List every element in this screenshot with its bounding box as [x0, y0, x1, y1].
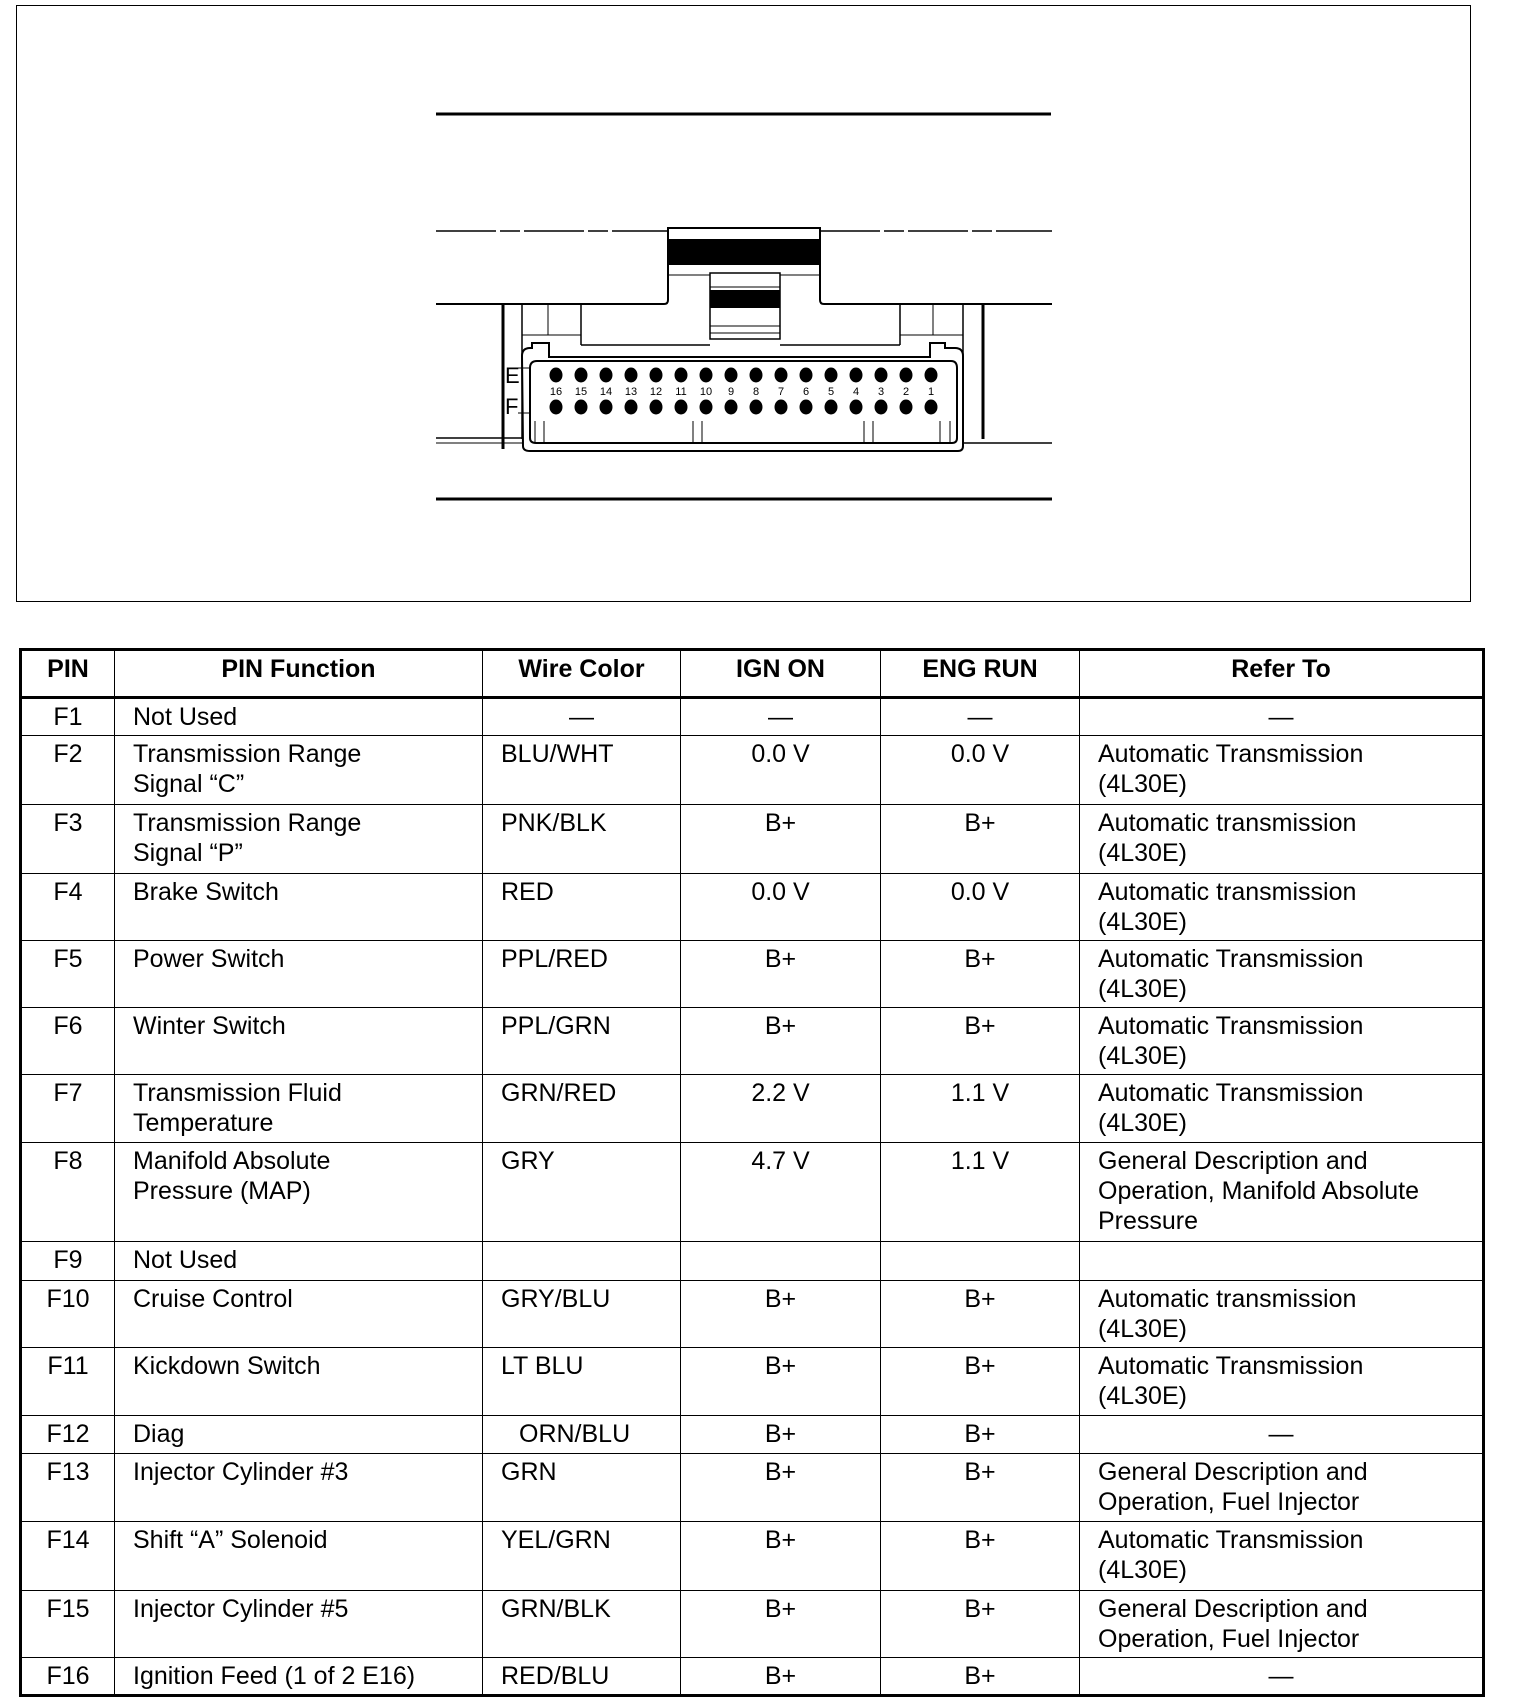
header-refer-to: Refer To [1080, 650, 1484, 698]
table-row [21, 941, 1484, 1008]
function-cell [115, 1075, 483, 1143]
function-line: Diag [133, 1420, 185, 1448]
refer-line: General Description and [1098, 1458, 1368, 1486]
ign-on-cell [681, 1242, 881, 1281]
header-eng-run: ENG RUN [881, 650, 1080, 698]
refer-line: — [1268, 1420, 1294, 1448]
pin-number: 4 [852, 386, 860, 398]
refer-to-cell [1080, 1008, 1484, 1075]
table-row [21, 1591, 1484, 1658]
wire-color-cell: RED/BLU [483, 1658, 681, 1696]
function-cell [115, 1416, 483, 1454]
wire-color-cell: GRN [483, 1454, 681, 1522]
function-cell [115, 1348, 483, 1416]
refer-line: (4L30E) [1098, 1556, 1187, 1584]
pin-number: 14 [599, 386, 613, 398]
pin-cell: F2 [21, 736, 115, 805]
header-function: PIN Function [115, 650, 483, 698]
table-row [21, 874, 1484, 941]
wire-color-cell: GRY [483, 1143, 681, 1242]
refer-line: Automatic transmission [1098, 809, 1357, 837]
eng-run-cell: B+ [881, 1658, 1080, 1696]
function-cell [115, 1008, 483, 1075]
ign-on-cell: 0.0 V [681, 736, 881, 805]
table-row [21, 1522, 1484, 1591]
function-line: Transmission Range [133, 809, 362, 837]
pin-table [19, 648, 1485, 1697]
refer-line: Automatic Transmission [1098, 945, 1364, 973]
function-cell [115, 874, 483, 941]
refer-to-cell [1080, 1522, 1484, 1591]
refer-line: (4L30E) [1098, 1109, 1187, 1137]
pin-cell: F14 [21, 1522, 115, 1591]
ign-on-cell: B+ [681, 1658, 881, 1696]
function-line: Temperature [133, 1109, 274, 1137]
wire-color-cell: YEL/GRN [483, 1522, 681, 1591]
refer-line: (4L30E) [1098, 1042, 1187, 1070]
refer-line: — [1268, 1662, 1294, 1690]
function-line: Cruise Control [133, 1285, 293, 1313]
row-label-e: E [505, 363, 520, 388]
wire-color-cell: RED [483, 874, 681, 941]
eng-run-cell: 1.1 V [881, 1143, 1080, 1242]
function-line: Winter Switch [133, 1012, 286, 1040]
pin-number: 3 [877, 386, 885, 398]
wire-color-cell [483, 1242, 681, 1281]
pin-cell: F1 [21, 698, 115, 736]
pin-cell: F16 [21, 1658, 115, 1696]
function-line: Kickdown Switch [133, 1352, 321, 1380]
eng-run-cell: 0.0 V [881, 874, 1080, 941]
refer-to-cell [1080, 1658, 1484, 1696]
table-row [21, 805, 1484, 874]
table-row [21, 736, 1484, 805]
refer-line: Automatic Transmission [1098, 1526, 1364, 1554]
eng-run-cell: B+ [881, 941, 1080, 1008]
eng-run-cell: B+ [881, 1281, 1080, 1348]
refer-to-cell [1080, 1591, 1484, 1658]
ign-on-cell: B+ [681, 1522, 881, 1591]
ign-on-cell: B+ [681, 941, 881, 1008]
ign-on-cell: 0.0 V [681, 874, 881, 941]
function-line: Shift “A” Solenoid [133, 1526, 328, 1554]
refer-line: (4L30E) [1098, 1315, 1187, 1343]
header-pin: PIN [21, 650, 115, 698]
pin-cell: F7 [21, 1075, 115, 1143]
connector-diagram [0, 0, 1520, 610]
ign-on-cell: B+ [681, 1348, 881, 1416]
table-row [21, 1143, 1484, 1242]
refer-to-cell [1080, 1242, 1484, 1281]
row-label-f: F [505, 394, 519, 419]
refer-line: Automatic transmission [1098, 1285, 1357, 1313]
refer-to-cell [1080, 1416, 1484, 1454]
wire-color-cell: PNK/BLK [483, 805, 681, 874]
function-line: Brake Switch [133, 878, 279, 906]
pin-number: 16 [549, 386, 563, 398]
eng-run-cell: 1.1 V [881, 1075, 1080, 1143]
refer-line: (4L30E) [1098, 908, 1187, 936]
pin-cell: F11 [21, 1348, 115, 1416]
function-line: Signal “C” [133, 770, 245, 798]
pin-cell: F6 [21, 1008, 115, 1075]
table-row [21, 1242, 1484, 1281]
table-row [21, 698, 1484, 736]
refer-line: Automatic Transmission [1098, 1012, 1364, 1040]
header-wire-color: Wire Color [483, 650, 681, 698]
eng-run-cell: B+ [881, 805, 1080, 874]
header-ign-on: IGN ON [681, 650, 881, 698]
ign-on-cell: B+ [681, 1281, 881, 1348]
table-row [21, 1075, 1484, 1143]
refer-line: Operation, Manifold Absolute [1098, 1177, 1420, 1205]
refer-line: Automatic Transmission [1098, 1079, 1364, 1107]
pin-cell: F5 [21, 941, 115, 1008]
function-cell [115, 1454, 483, 1522]
refer-line: General Description and [1098, 1595, 1368, 1623]
wire-color-cell: GRY/BLU [483, 1281, 681, 1348]
pin-number: 6 [802, 386, 810, 398]
function-cell [115, 1591, 483, 1658]
function-line: Not Used [133, 1246, 238, 1274]
ign-on-cell: 2.2 V [681, 1075, 881, 1143]
refer-to-cell [1080, 805, 1484, 874]
refer-line: Automatic Transmission [1098, 740, 1364, 768]
function-cell [115, 1658, 483, 1696]
eng-run-cell [881, 1242, 1080, 1281]
pin-number: 13 [624, 386, 638, 398]
pin-number: 5 [827, 386, 835, 398]
function-line: Ignition Feed (1 of 2 E16) [133, 1662, 416, 1690]
pin-cell: F13 [21, 1454, 115, 1522]
function-cell [115, 1281, 483, 1348]
function-cell [115, 1522, 483, 1591]
refer-line: (4L30E) [1098, 839, 1187, 867]
function-cell [115, 941, 483, 1008]
refer-line: Automatic Transmission [1098, 1352, 1364, 1380]
eng-run-cell: B+ [881, 1008, 1080, 1075]
pin-cell: F15 [21, 1591, 115, 1658]
refer-to-cell [1080, 1281, 1484, 1348]
wire-color-cell: GRN/RED [483, 1075, 681, 1143]
refer-line: Operation, Fuel Injector [1098, 1488, 1360, 1516]
function-line: Manifold Absolute [133, 1147, 331, 1175]
pin-number: 12 [649, 386, 663, 398]
function-line: Pressure (MAP) [133, 1177, 311, 1205]
wire-color-cell: BLU/WHT [483, 736, 681, 805]
pin-number: 15 [574, 386, 588, 398]
pin-number: 7 [777, 386, 785, 398]
function-line: Signal “P” [133, 839, 243, 867]
eng-run-cell: B+ [881, 1416, 1080, 1454]
eng-run-cell: B+ [881, 1591, 1080, 1658]
wire-color-cell: LT BLU [483, 1348, 681, 1416]
refer-line: (4L30E) [1098, 770, 1187, 798]
pin-cell: F8 [21, 1143, 115, 1242]
table-row [21, 1008, 1484, 1075]
pin-number: 2 [902, 386, 910, 398]
table-row [21, 1348, 1484, 1416]
pin-number: 9 [727, 386, 735, 398]
pin-number: 8 [752, 386, 760, 398]
wire-color-cell: PPL/GRN [483, 1008, 681, 1075]
table-row [21, 1658, 1484, 1696]
refer-to-cell [1080, 736, 1484, 805]
refer-line: (4L30E) [1098, 1382, 1187, 1410]
function-line: Power Switch [133, 945, 285, 973]
ign-on-cell: B+ [681, 1008, 881, 1075]
wire-color-cell: — [483, 698, 681, 736]
table-row [21, 1281, 1484, 1348]
function-line: Injector Cylinder #3 [133, 1458, 349, 1486]
refer-line: — [1268, 703, 1294, 731]
table-row [21, 1416, 1484, 1454]
function-line: Not Used [133, 703, 238, 731]
refer-line: Operation, Fuel Injector [1098, 1625, 1360, 1653]
function-line: Injector Cylinder #5 [133, 1595, 349, 1623]
pin-number: 1 [927, 386, 935, 398]
function-cell [115, 1242, 483, 1281]
wire-color-cell: ORN/BLU [483, 1416, 681, 1454]
refer-line: (4L30E) [1098, 975, 1187, 1003]
function-cell [115, 736, 483, 805]
refer-line: Automatic transmission [1098, 878, 1357, 906]
pin-number: 10 [699, 386, 713, 398]
function-line: Transmission Fluid [133, 1079, 342, 1107]
function-cell [115, 698, 483, 736]
eng-run-cell: B+ [881, 1348, 1080, 1416]
table-header-row [21, 650, 1484, 698]
eng-run-cell: B+ [881, 1522, 1080, 1591]
ign-on-cell: B+ [681, 1416, 881, 1454]
function-cell [115, 1143, 483, 1242]
pin-cell: F4 [21, 874, 115, 941]
pin-cell: F10 [21, 1281, 115, 1348]
refer-to-cell [1080, 941, 1484, 1008]
table-row [21, 1454, 1484, 1522]
ign-on-cell: 4.7 V [681, 1143, 881, 1242]
eng-run-cell: B+ [881, 1454, 1080, 1522]
refer-to-cell [1080, 698, 1484, 736]
refer-line: General Description and [1098, 1147, 1368, 1175]
eng-run-cell: — [881, 698, 1080, 736]
pin-cell: F12 [21, 1416, 115, 1454]
pin-cell: F9 [21, 1242, 115, 1281]
pin-cell: F3 [21, 805, 115, 874]
refer-to-cell [1080, 874, 1484, 941]
refer-to-cell [1080, 1143, 1484, 1242]
eng-run-cell: 0.0 V [881, 736, 1080, 805]
wire-color-cell: PPL/RED [483, 941, 681, 1008]
refer-line: Pressure [1098, 1207, 1199, 1235]
function-cell [115, 805, 483, 874]
refer-to-cell [1080, 1075, 1484, 1143]
ign-on-cell: — [681, 698, 881, 736]
ign-on-cell: B+ [681, 805, 881, 874]
wire-color-cell: GRN/BLK [483, 1591, 681, 1658]
refer-to-cell [1080, 1348, 1484, 1416]
ign-on-cell: B+ [681, 1591, 881, 1658]
ign-on-cell: B+ [681, 1454, 881, 1522]
function-line: Transmission Range [133, 740, 362, 768]
refer-to-cell [1080, 1454, 1484, 1522]
pin-number: 11 [675, 386, 687, 398]
